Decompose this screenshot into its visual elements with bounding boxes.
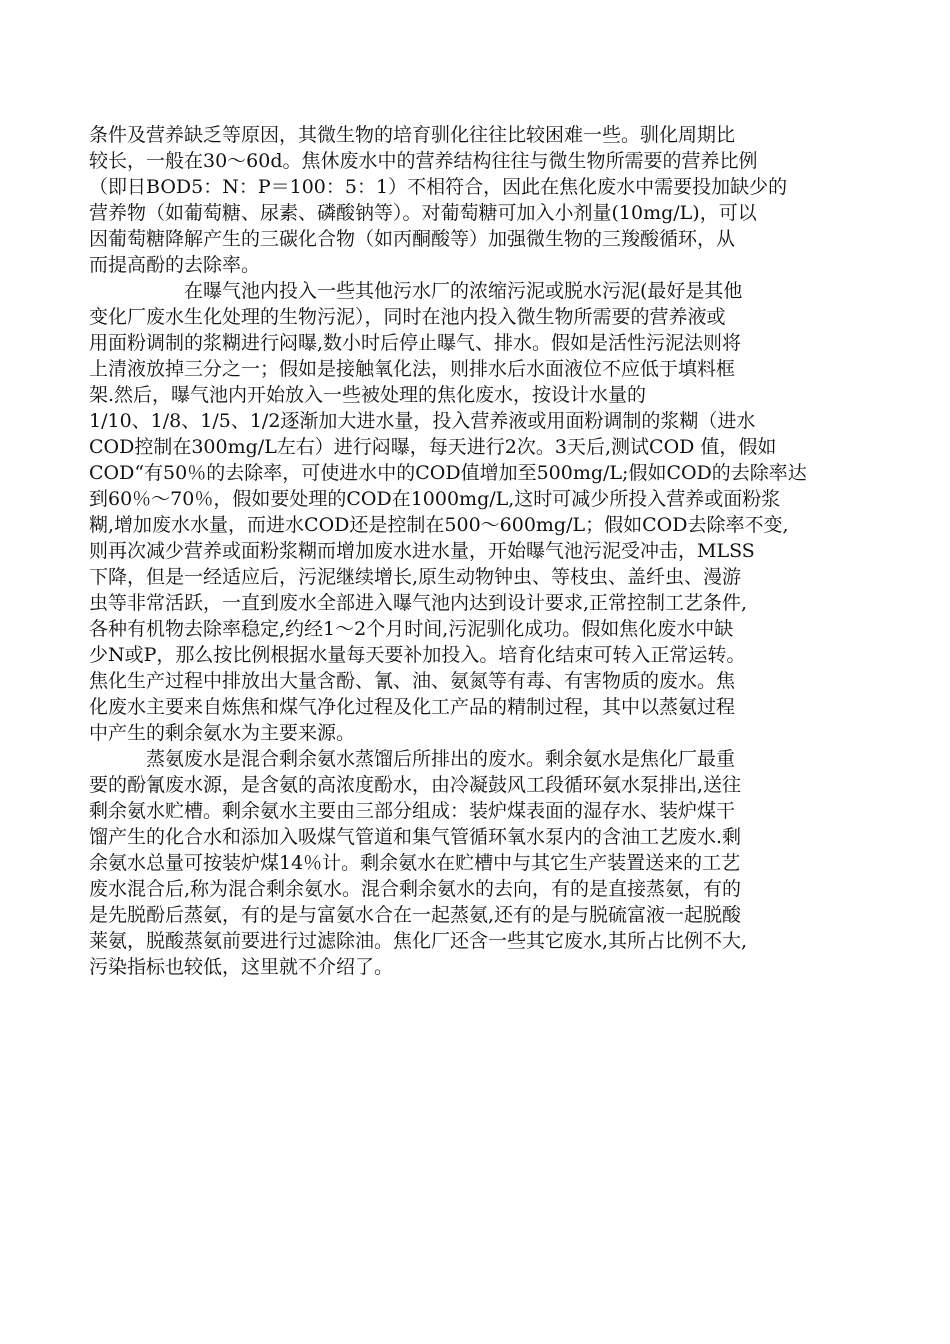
text-line: 莱氨，脱酸蒸氨前要进行过滤除油。焦化厂还含一些其它废水,其所占比例不大, <box>89 930 748 952</box>
text-line: 上清液放掉三分之一；假如是接触氧化法，则排水后水面液位不应低于填料框 <box>89 358 736 380</box>
text-line: 而提高酚的去除率。 <box>89 254 261 276</box>
text-line: 要的酚氰废水源，是含氨的高浓度酚水，由冷凝鼓风工段循环氨水泵排出,送往 <box>89 774 742 796</box>
text-line: 较长，一般在30～60d。焦休废水中的营养结构往往与微生物所需要的营养比例 <box>89 150 758 172</box>
text-line: 蒸氨废水是混合剩余氨水蒸馏后所排出的废水。剩余氨水是焦化厂最重 <box>89 748 736 770</box>
text-line: （即日BOD5：N：P＝100：5：1）不相符合，因此在焦化废水中需要投加缺少的 <box>89 176 788 198</box>
text-line: 剩余氨水贮槽。剩余氨水主要由三部分组成：装炉煤表面的湿存水、装炉煤干 <box>89 800 736 822</box>
text-line: 各种有机物去除率稳定,约经1～2个月时间,污泥驯化成功。假如焦化废水中缺 <box>89 618 734 640</box>
text-line: 条件及营养缺乏等原因，其微生物的培育驯化往往比较困难一些。驯化周期比 <box>89 124 736 146</box>
text-line: 变化厂废水生化处理的生物污泥），同时在池内投入微生物所需要的营养液或 <box>89 306 726 328</box>
text-line: 用面粉调制的浆糊进行闷曝,数小时后停止曝气、排水。假如是活性污泥法则将 <box>89 332 742 354</box>
text-line: 糊,增加废水水量，而进水COD还是控制在500～600mg/L；假如COD去除率不变, <box>89 514 789 536</box>
text-line: 因葡萄糖降解产生的三碳化合物（如丙酮酸等）加强微生物的三羧酸循环，从 <box>89 228 736 250</box>
text-line: 化废水主要来自炼焦和煤气净化过程及化工产品的精制过程，其中以蒸氨过程 <box>89 696 736 718</box>
text-line: 虫等非常活跃，一直到废水全部进入曝气池内达到设计要求,正常控制工艺条件, <box>89 592 748 614</box>
text-line: 馏产生的化合水和添加入吸煤气管道和集气管循环氧水泵内的含油工艺废水.剩 <box>89 826 742 848</box>
text-line: 下降，但是一经适应后，污泥继续增长,原生动物钟虫、等枝虫、盖纤虫、漫游 <box>89 566 742 588</box>
text-line: 架.然后，曝气池内开始放入一些被处理的焦化废水，按设计水量的 <box>89 384 647 406</box>
text-line: 营养物（如葡萄糖、尿素、磷酸钠等）。对葡萄糖可加入小剂量(10mg/L)，可以 <box>89 202 757 224</box>
text-line: 焦化生产过程中排放出大量含酚、氰、油、氨氮等有毒、有害物质的废水。焦 <box>89 670 736 692</box>
text-line: COD控制在300mg/L左右）进行闷曝，每天进行2次。3天后,测试COD 值，假如 <box>89 436 777 458</box>
text-line: 中产生的剩余氨水为主要来源。 <box>89 722 356 744</box>
text-line: 废水混合后,称为混合剩余氨水。混合剩余氨水的去向，有的是直接蒸氨，有的 <box>89 878 742 900</box>
text-line: 在曝气池内投入一些其他污水厂的浓缩污泥或脱水污泥(最好是其他 <box>89 280 743 302</box>
text-line: 到60％～70％，假如要处理的COD在1000mg/L,这时可减少所投入营养或面粉浆 <box>89 488 781 510</box>
text-line: 1/10、1/8、1/5、1/2逐渐加大进水量，投入营养液或用面粉调制的浆糊（进水 <box>89 410 756 432</box>
text-line: 污染指标也较低，这里就不介绍了。 <box>89 956 394 978</box>
text-line: 余氨水总量可按装炉煤14％计。剩余氨水在贮槽中与其它生产装置送来的工艺 <box>89 852 741 874</box>
text-line: COD“有50％的去除率，可使进水中的COD值增加至500mg/L;假如COD的去除率达 <box>89 462 807 484</box>
text-line: 则再次减少营养或面粉浆糊而增加废水进水量，开始曝气池污泥受冲击，MLSS <box>89 540 755 562</box>
text-line: 少N或P，那么按比例根据水量每天要补加投入。培育化结束可转入正常运转。 <box>89 644 746 666</box>
document-body <box>89 122 889 980</box>
text-line: 是先脱酚后蒸氨，有的是与富氨水合在一起蒸氨,还有的是与脱硫富液一起脱酸 <box>89 904 742 926</box>
